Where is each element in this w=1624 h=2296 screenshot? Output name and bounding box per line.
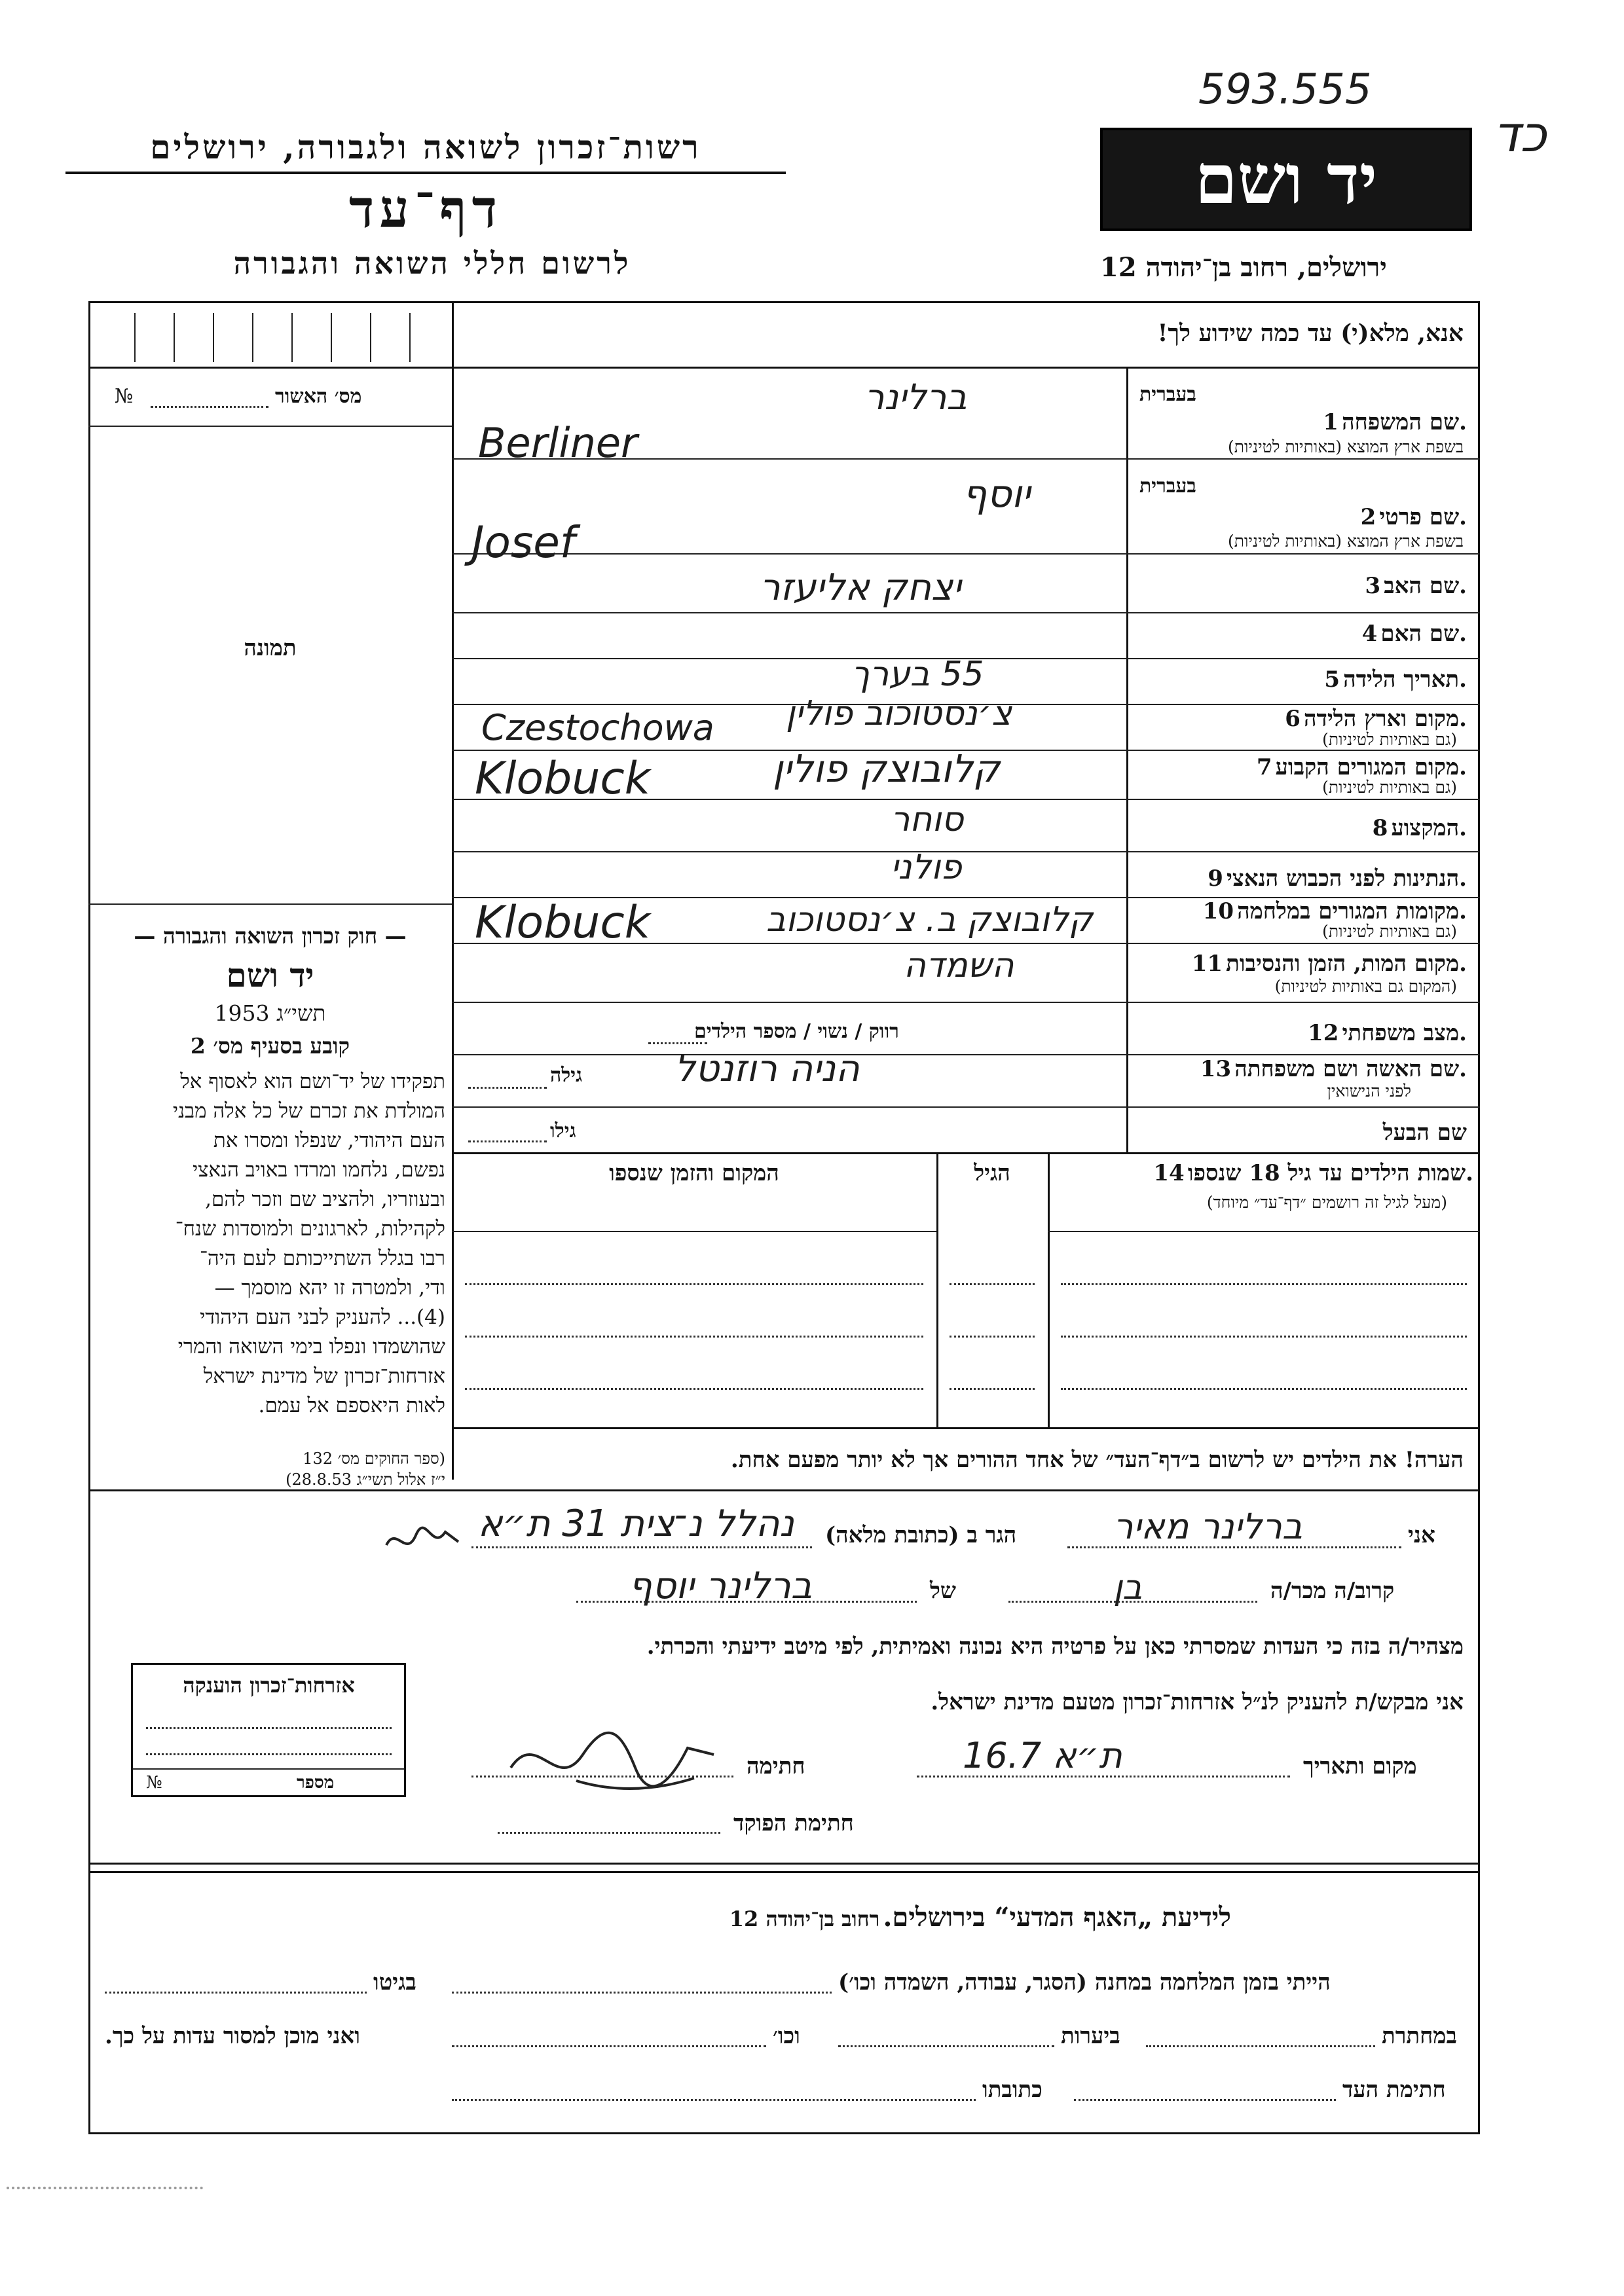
yad-vashem-logo	[1100, 128, 1472, 231]
residence-hebrew-value[interactable]: קלובוצק פולין	[773, 746, 1001, 791]
first-name-latin-value[interactable]: Josef	[471, 517, 576, 568]
margin-scribble	[380, 1512, 465, 1565]
declarant-address-value[interactable]: נהלל נ־צית 31 ת״א	[478, 1503, 794, 1545]
field-2-sub: בשפת ארץ המוצא (באותיות לטיניות)	[1228, 532, 1464, 551]
science-line1-b: בגיטו	[373, 1969, 416, 1995]
official-signature-label: חתימת הפוקד	[733, 1810, 854, 1836]
scan-artefact	[7, 2187, 203, 2198]
science-line2-b: ביערות	[1061, 2023, 1120, 2049]
form-title: דף־עד	[348, 178, 503, 240]
approval-no: №	[115, 385, 134, 408]
field-13-label: שם האשה ושם משפחתה 13.	[1200, 1056, 1467, 1082]
birth-place-hebrew-value[interactable]: צ׳נסטוכוב פולין	[786, 694, 1012, 733]
field-12-label: מצב משפחתי 12.	[1308, 1020, 1467, 1046]
field-7-label: מקום המגורים הקבוע 7.	[1256, 754, 1467, 780]
form-subtitle: לרשום חללי השואה והגבורה	[233, 246, 631, 281]
science-line2-d: ואני מוכן למסור עדות על כך.	[105, 2023, 360, 2049]
field-1-sub: בשפת ארץ המוצא (באותיות לטיניות)	[1228, 437, 1464, 456]
declaration-text: מצהיר/ה בזה כי העדות שמסרתי כאן על פרטיה היא נכונה ואמיתית, לפי מיטב ידיעתי והכרתי.	[646, 1633, 1464, 1660]
declarant-ani: אני	[1408, 1522, 1435, 1548]
science-line2-a: במחתרת	[1382, 2023, 1457, 2049]
father-name-value[interactable]: יצחק אליעזר	[760, 566, 961, 609]
birth-date-value[interactable]: 55 בערך	[851, 655, 984, 694]
citizenship-box-no: №	[146, 1773, 162, 1793]
approval-code-boxes	[108, 313, 435, 362]
declarant-signature	[498, 1715, 747, 1800]
wartime-residence-latin-value[interactable]: Klobuck	[475, 897, 651, 949]
declarant-relation-value[interactable]: בן	[1113, 1568, 1143, 1607]
field-6-sub: (גם באותיות לטיניות)	[1322, 730, 1457, 749]
law-title: — חוק זכרון השואה והגבורה —	[134, 923, 407, 949]
declarant-resides: הגר ב (כתובת מלאה)	[825, 1522, 1017, 1548]
declarant-of: של	[930, 1578, 956, 1604]
field-3-label: שם האב 3.	[1365, 573, 1467, 599]
children-sub: (מעל לגיל זה רושמים ״דף־עד״ מיוחד)	[1206, 1193, 1447, 1212]
approval-label: מס׳ האשור	[275, 385, 362, 408]
field-6-label: מקום וארץ הלידה 6.	[1285, 706, 1467, 732]
husband-label: שם הבעל	[1382, 1120, 1467, 1146]
death-place-value[interactable]: השמדה	[904, 946, 1014, 985]
first-name-hebrew-value[interactable]: יוסף	[963, 471, 1031, 516]
corner-mark: כד	[1493, 105, 1547, 163]
place-date-value[interactable]: ת״א 16.7	[963, 1735, 1122, 1776]
address: ירושלים, רחוב בן־יהודה 12	[1100, 252, 1387, 283]
citizenship-box-number: מספר	[297, 1773, 335, 1793]
wife-name-value[interactable]: הניה רוזנטל	[674, 1048, 860, 1090]
logo-text: יד ושם	[1194, 139, 1378, 219]
field-2-hebrew-tag: בעברית	[1139, 475, 1196, 498]
children-title: שמות הילדים עד גיל 18 שנספו 14.	[1153, 1160, 1473, 1186]
declarant-name-value[interactable]: ברלינר מאיר	[1113, 1506, 1303, 1547]
field-1-hebrew-tag: בעברית	[1139, 383, 1196, 406]
science-line3-a: חתימת העד	[1342, 2077, 1446, 2103]
children-col-age: הגיל	[974, 1160, 1010, 1186]
field-13-sub: לפני הנישואין	[1327, 1082, 1411, 1101]
declarant-of-value[interactable]: ברלינר יוסף	[629, 1565, 813, 1607]
children-note: הערה! את הילדים יש לרשום ב״דף־העד״ של אחד ההורים אך לא יותר מפעם אחת.	[730, 1447, 1464, 1473]
field-4-label: שם האם 4.	[1361, 621, 1467, 647]
request-text: אני מבקש/ת להעניק לנ״ל אזרחות־זכרון מטעם מדינת ישראל.	[931, 1689, 1464, 1715]
citizenship-box	[131, 1663, 406, 1797]
instruction: אנא, מלא(י) עד כמה שידוע לך!	[1157, 319, 1464, 347]
photo-label: תמונה	[244, 635, 297, 661]
field-10-label: מקומות המגורים במלחמה 10.	[1202, 898, 1467, 924]
field-1-label: שם המשפחה 1.	[1323, 409, 1467, 435]
field-9-label: הנתינות לפני הכבוש הנאצי 9.	[1208, 866, 1467, 892]
field-11-sub: (המקום גם באותיות לטיניות)	[1274, 977, 1457, 996]
occupation-value[interactable]: סוחר	[891, 800, 964, 839]
residence-latin-value[interactable]: Klobuck	[475, 753, 651, 805]
field-10-sub: (גם באותיות לטיניות)	[1322, 922, 1457, 941]
wartime-residence-hebrew-value[interactable]: קלובוצק ב. צ׳נסטוכוב	[766, 900, 1093, 939]
children-col-place: המקום והזמן שנספו	[609, 1160, 779, 1186]
signature-label: חתימה	[747, 1753, 805, 1779]
citizenship-value[interactable]: פולני	[891, 848, 962, 887]
field-7-sub: (גם באותיות לטיניות)	[1322, 778, 1457, 797]
husband-age-label: גילו	[550, 1120, 576, 1142]
birth-place-latin-value[interactable]: Czestochowa	[481, 707, 714, 748]
field-2-label: שם פרטי 2.	[1360, 504, 1467, 530]
science-line2-c: וכו׳	[773, 2023, 800, 2049]
field-8-label: המקצוע 8.	[1372, 815, 1467, 841]
family-name-hebrew-value[interactable]: ברלינר	[864, 376, 967, 418]
marital-status-options[interactable]: רווק / נשוי / מספר הילדים	[694, 1020, 899, 1043]
law-footnote: (ספר החוקים מס׳ 132 י״ז אלול תשי״ג 28.8.53)	[286, 1449, 445, 1489]
reference-number: 593.555	[1198, 65, 1372, 114]
law-section: קובע בסעיף מס׳ 2	[190, 1033, 350, 1059]
family-name-latin-value[interactable]: Berliner	[478, 419, 638, 467]
science-heading: לידיעת „האגף המדעי“ בירושלים. רחוב בן־יהודה 12	[729, 1902, 1231, 1933]
citizenship-box-title: אזרחות־זכרון הוענקה	[183, 1673, 355, 1698]
field-5-label: תאריך הלידה 5.	[1324, 666, 1467, 693]
law-name: יד ושם	[226, 956, 314, 994]
law-year: 1953 תשי״ג	[214, 1000, 326, 1026]
science-line3-b: כתובתו	[982, 2077, 1043, 2103]
law-body: תפקידו של יד־ושם הוא לאסוף אל המולדת את זכרם של כל אלה מבני העם היהודי, שנפלו ומסרו את נפשם, נלחמו ומרדו באויב הנאצי ובעוזריו, ולהציב שם וזכר להם, לקהילות, לארגונים ולמוסדות שנח־ רבו בגלל השתייכותם לעם היה־ ודי, ולמטרה זו יהא מוסמך — (4)... להעניק לבני העם היהודי שהושמדו ונפלו בימי השואה והמרי אזרחות־זכרון של מדינת ישראל לאות היאספם אל עמם.	[172, 1070, 445, 1417]
wife-age-label: גילה	[550, 1064, 583, 1087]
organization-name: רשות־זכרון לשואה ולגבורה, ירושלים	[150, 128, 701, 166]
science-line1-a: הייתי בזמן המלחמה במחנה (הסגר, עבודה, השמדה וכו׳)	[838, 1969, 1331, 1995]
field-11-label: מקום המות, הזמן והנסיבות 11.	[1191, 951, 1467, 977]
place-date-label: מקום ותאריך	[1303, 1753, 1417, 1779]
declarant-relative: קרוב/ה מכר/ה	[1270, 1578, 1395, 1604]
